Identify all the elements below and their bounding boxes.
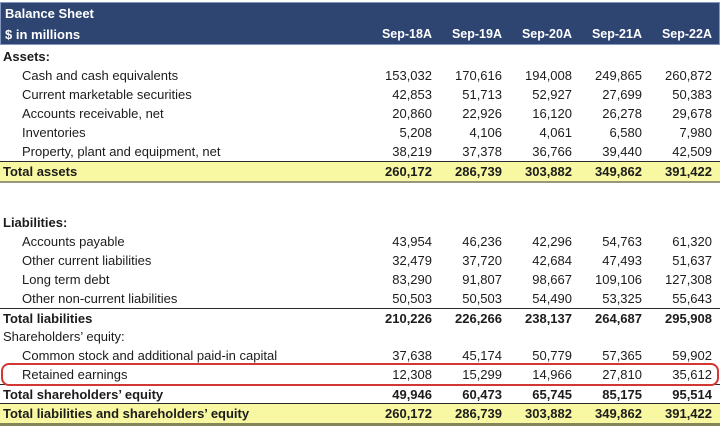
value-cell: 264,687 [595, 310, 642, 326]
table-row-common-stock [0, 346, 720, 365]
value-cell: 6,580 [609, 125, 642, 140]
value-cell: 45,174 [462, 348, 502, 363]
value-cell: 295,908 [665, 310, 712, 326]
value-cell: 39,440 [602, 144, 642, 159]
value-cell: 53,325 [602, 291, 642, 306]
value-cell: 38,219 [392, 144, 432, 159]
value-cell: 27,810 [602, 367, 642, 382]
value-cell: 303,882 [525, 406, 572, 421]
value-cell: 47,493 [602, 253, 642, 268]
section-label: Shareholders’ equity: [3, 329, 125, 344]
row-label: Long term debt [22, 272, 110, 287]
value-cell: 4,106 [469, 125, 502, 140]
value-cell: 22,926 [462, 106, 502, 121]
value-cell: 95,514 [672, 386, 712, 402]
value-cell: 14,966 [532, 367, 572, 382]
column-header: Sep-18A [381, 27, 432, 41]
value-cell: 42,296 [532, 234, 572, 249]
table-row-total-assets [0, 161, 720, 183]
row-label: Inventories [22, 125, 86, 140]
value-cell: 194,008 [525, 68, 572, 83]
row-label: Other current liabilities [22, 253, 152, 268]
value-cell: 20,860 [392, 106, 432, 121]
value-cell: 260,872 [665, 68, 712, 83]
row-label: Current marketable securities [22, 87, 192, 102]
value-cell: 65,745 [532, 386, 572, 402]
table-row-long-term-debt [0, 270, 720, 289]
value-cell: 52,927 [532, 87, 572, 102]
table-row-ppe [0, 142, 720, 161]
value-cell: 42,853 [392, 87, 432, 102]
value-cell: 127,308 [665, 272, 712, 287]
value-cell: 60,473 [462, 386, 502, 402]
value-cell: 29,678 [672, 106, 712, 121]
value-cell: 286,739 [455, 406, 502, 421]
value-cell: 391,422 [665, 406, 712, 421]
section-header-assets [0, 47, 720, 66]
value-cell: 50,779 [532, 348, 572, 363]
section-gap [0, 183, 720, 213]
section-label: Liabilities: [3, 215, 68, 230]
table-row-other-noncurrent-liabilities [0, 289, 720, 308]
row-label: Total liabilities and shareholders’ equity [3, 406, 250, 421]
section-header-shareholders-equity [0, 327, 720, 346]
value-cell: 42,509 [672, 144, 712, 159]
table-row-total-liabilities [0, 308, 720, 327]
value-cell: 55,643 [672, 291, 712, 306]
value-cell: 85,175 [602, 386, 642, 402]
value-cell: 303,882 [525, 164, 572, 179]
row-label: Total liabilities [3, 310, 93, 326]
value-cell: 49,946 [392, 386, 432, 402]
value-cell: 170,616 [455, 68, 502, 83]
value-cell: 249,865 [595, 68, 642, 83]
value-cell: 7,980 [679, 125, 712, 140]
value-cell: 91,807 [462, 272, 502, 287]
value-cell: 59,902 [672, 348, 712, 363]
header-columns-row [1, 24, 719, 44]
value-cell: 286,739 [455, 164, 502, 179]
table-row-inventories [0, 123, 720, 142]
column-header: Sep-22A [661, 27, 712, 41]
column-header: Sep-19A [451, 27, 502, 41]
value-cell: 260,172 [385, 164, 432, 179]
value-cell: 349,862 [595, 164, 642, 179]
row-label: Cash and cash equivalents [22, 68, 179, 83]
row-label: Total assets [3, 164, 78, 179]
value-cell: 109,106 [595, 272, 642, 287]
section-header-liabilities [0, 213, 720, 232]
value-cell: 36,766 [532, 144, 572, 159]
value-cell: 12,308 [392, 367, 432, 382]
value-cell: 37,378 [462, 144, 502, 159]
value-cell: 4,061 [539, 125, 572, 140]
section-label: Assets: [3, 49, 50, 64]
table-body [0, 47, 720, 426]
value-cell: 37,638 [392, 348, 432, 363]
value-cell: 46,236 [462, 234, 502, 249]
row-label: Other non-current liabilities [22, 291, 178, 306]
value-cell: 50,503 [392, 291, 432, 306]
value-cell: 51,713 [462, 87, 502, 102]
table-row-total-liabilities-and-equity [0, 403, 720, 426]
value-cell: 26,278 [602, 106, 642, 121]
value-cell: 27,699 [602, 87, 642, 102]
table-row-marketable-securities [0, 85, 720, 104]
value-cell: 98,667 [532, 272, 572, 287]
value-cell: 57,365 [602, 348, 642, 363]
value-cell: 50,383 [672, 87, 712, 102]
row-label: Accounts receivable, net [22, 106, 164, 121]
value-cell: 42,684 [532, 253, 572, 268]
value-cell: 226,266 [455, 310, 502, 326]
page-title: Balance Sheet [5, 6, 94, 21]
value-cell: 260,172 [385, 406, 432, 421]
value-cell: 16,120 [532, 106, 572, 121]
value-cell: 43,954 [392, 234, 432, 249]
value-cell: 37,720 [462, 253, 502, 268]
value-cell: 54,490 [532, 291, 572, 306]
row-label: Accounts payable [22, 234, 125, 249]
table-header [0, 2, 720, 45]
value-cell: 5,208 [399, 125, 432, 140]
column-header: Sep-20A [521, 27, 572, 41]
table-row-total-shareholders-equity [0, 384, 720, 403]
table-row-accounts-receivable [0, 104, 720, 123]
header-title-row [1, 3, 719, 24]
row-label: Retained earnings [22, 367, 128, 382]
value-cell: 54,763 [602, 234, 642, 249]
column-headers [362, 27, 712, 41]
value-cell: 349,862 [595, 406, 642, 421]
value-cell: 83,290 [392, 272, 432, 287]
value-cell: 51,637 [672, 253, 712, 268]
value-cell: 32,479 [392, 253, 432, 268]
row-label: Property, plant and equipment, net [22, 144, 221, 159]
row-label: Total shareholders’ equity [3, 386, 164, 402]
value-cell: 50,503 [462, 291, 502, 306]
value-cell: 15,299 [462, 367, 502, 382]
table-row-cash [0, 66, 720, 85]
value-cell: 210,226 [385, 310, 432, 326]
row-label: Common stock and additional paid-in capital [22, 348, 278, 363]
units-label: $ in millions [5, 26, 81, 42]
value-cell: 238,137 [525, 310, 572, 326]
table-row-other-current-liabilities [0, 251, 720, 270]
table-row-retained-earnings [0, 365, 720, 384]
table-row-accounts-payable [0, 232, 720, 251]
value-cell: 391,422 [665, 164, 712, 179]
value-cell: 61,320 [672, 234, 712, 249]
value-cell: 35,612 [672, 367, 712, 382]
column-header: Sep-21A [591, 27, 642, 41]
value-cell: 153,032 [385, 68, 432, 83]
